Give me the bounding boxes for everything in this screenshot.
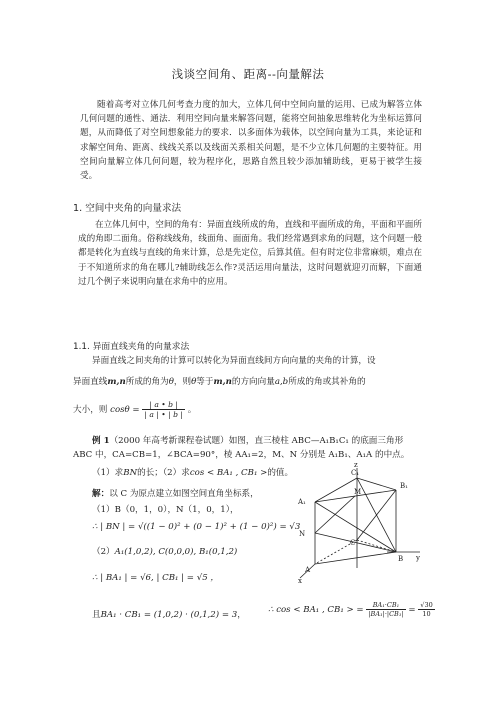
text-span: 的长；（2）求	[137, 468, 190, 478]
label-y: y	[416, 554, 420, 562]
solution-step-1: （1）B（0，1，0），N（1，0，1），	[92, 505, 239, 515]
solution-step-dot-product	[92, 608, 246, 620]
label-b1: B₁	[400, 482, 408, 490]
segment-n-b	[315, 533, 396, 552]
fraction-numerator: √30	[420, 601, 433, 609]
edge-c1-a1	[315, 478, 357, 502]
math-span: BA₁ · CB₁ = (1,0,2) · (0,1,2) = 3	[100, 610, 238, 620]
text-span: ，	[237, 610, 246, 620]
fraction-numerator: | a • b |	[142, 400, 185, 410]
edge-c1-b1	[357, 478, 396, 490]
fraction-numerator: BA₁·CB₁	[366, 601, 405, 610]
intro-paragraph: 随着高考对立体几何考查力度的加大，立体几何中空间向量的运用、已成为解答立体几何问题的通性、通法．利用空间向量来解答问题，能将空间抽象思维转化为坐标运算问题，从而降低了对空间想象能力的要求．以多面体为载体，以空间向量为工具，来论证和求解空间角、距离、线线关系以及线面关系相关问题，是不少立体几何题的主要特征。用空间向量解立体几何问题，较为程序化，思路自然且较少添加辅助线，更易于被学生接受。	[80, 100, 422, 182]
section-heading-1: 1. 空间中夹角的向量求法	[73, 203, 182, 214]
text-span: =	[408, 605, 416, 615]
vector-span: BN	[123, 468, 138, 478]
example-label: 例 1	[92, 436, 110, 446]
solution-step-cos-result	[268, 601, 435, 618]
section-1-paragraph: 在立体几何中，空间的角有：异面直线所成的角，直线和平面所成的角，平面和平面所成的角即二面角。俗称线线角，线面角、面面角。我们经常遇到求角的问题，这个问题一般都是转化为直线与直线的角来计算，总是先定位，后算其值。但有时定位非常麻烦，难点在于不知道所求的角在哪儿?辅助线怎么作?灵活运用向量法，这时问题就迎刃而解，下面通过几个例子来说明向量在求角中的应用。	[78, 220, 422, 287]
section-1-1-line-2	[73, 375, 366, 387]
math-span: m,n	[213, 377, 232, 387]
text-span: （2000 年高考新课程卷试题）如图，直三棱柱 ABC—A₁B₁C₁ 的底面三角形	[109, 436, 404, 446]
label-m: M	[354, 488, 362, 496]
math-span: cos < BA₁ , CB₁ >	[189, 468, 268, 478]
text-span: 以 C 为原点建立如图空间直角坐标系，	[109, 489, 259, 499]
text-span: ，则	[173, 377, 192, 387]
cos-value-fraction	[418, 601, 434, 618]
solution-step-lengths: ∴ | BA₁ | = √6, | CB₁ | = √5 ，	[92, 573, 220, 583]
segment-m-n	[315, 496, 355, 533]
text-span: 。	[187, 405, 197, 415]
example-1-line-2: ABC 中，CA=CB=1，∠BCA=90°，棱 AA₁=2，M、N 分别是 A₁B₁、A₁A 的中点。	[73, 450, 410, 460]
label-n: N	[299, 530, 306, 538]
text-span: 所成的角或其补角的	[288, 377, 366, 387]
label-b: B	[398, 555, 404, 563]
math-span: ∴ cos < BA₁ , CB₁ > =	[268, 605, 364, 615]
segment-c-b1	[357, 490, 396, 540]
solution-label: 解：	[92, 489, 110, 499]
edge-a-b	[315, 552, 396, 564]
segment-a1-b	[315, 502, 396, 552]
section-heading-1-1: 1.1. 异面直线夹角的向量求法	[73, 342, 190, 352]
text-span: 所成的角为	[125, 377, 169, 387]
label-c1: C₁	[351, 469, 360, 477]
text-span: 的方向向量	[231, 377, 275, 387]
text-span: 的值。	[267, 468, 294, 478]
label-z: z	[354, 461, 358, 469]
vector-span: a,b	[274, 377, 289, 387]
label-c: C	[350, 539, 356, 547]
text-span: 大小，则	[73, 405, 108, 415]
fraction-denominator: | a | • | b |	[144, 410, 183, 419]
section-1-1-line-3	[73, 400, 196, 419]
cos-result-fraction	[366, 601, 405, 618]
math-span: θ	[191, 377, 197, 387]
math-span: m,n	[107, 377, 126, 387]
label-a1: A₁	[298, 498, 306, 506]
solution-intro	[92, 487, 259, 499]
example-1-line-1	[92, 434, 403, 446]
edge-c-b	[357, 540, 396, 552]
solution-step-bn-length: ∴ | BN | = √((1 − 0)² + (0 − 1)² + (1 − 0)²) = √3	[92, 522, 301, 532]
text-span: 异面直线	[73, 377, 108, 387]
math-span: A₁(1,0,2), C(0,0,0), B₁(0,1,2)	[114, 547, 238, 557]
page-title: 浅谈空间角、距离--向量解法	[171, 67, 325, 81]
fraction-denominator: 10	[422, 610, 431, 618]
section-1-1-line-1: 异面直线之间夹角的计算可以转化为异面直线间方向向量的夹角的计算，设	[92, 356, 376, 366]
text-span: 且	[92, 610, 101, 620]
example-1-questions	[92, 466, 293, 478]
text-span: （1）求	[92, 468, 124, 478]
text-span: （2）	[92, 547, 115, 557]
prism-diagram	[292, 460, 422, 584]
math-span: cosθ =	[110, 405, 140, 415]
math-span: θ	[168, 377, 174, 387]
label-a: A	[305, 566, 311, 574]
text-span: 等于	[196, 377, 214, 387]
label-x: x	[298, 577, 302, 584]
solution-step-2	[92, 545, 237, 557]
cos-formula-fraction	[142, 400, 185, 419]
fraction-denominator: |BA₁|·|CB₁|	[368, 610, 404, 618]
